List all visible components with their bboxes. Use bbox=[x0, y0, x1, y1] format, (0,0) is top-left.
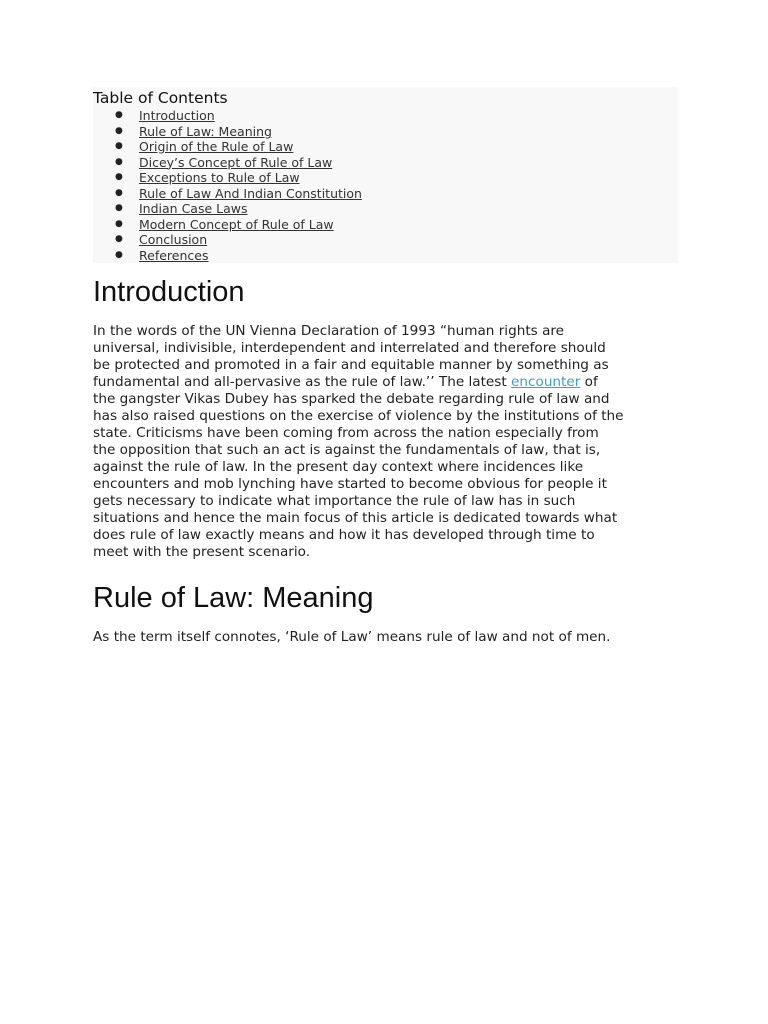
toc-item-constitution bbox=[93, 186, 678, 202]
paragraph-line: state. Criticisms have been coming from across the nation especially from bbox=[93, 425, 599, 441]
bullet-icon: ● bbox=[115, 187, 123, 198]
bullet-icon: ● bbox=[115, 141, 123, 151]
encounter-link[interactable]: encounter bbox=[511, 374, 581, 390]
paragraph-line: the gangster Vikas Dubey has sparked the debate regarding rule of law and bbox=[93, 391, 610, 407]
toc-item-modern bbox=[93, 217, 678, 233]
table-of-contents bbox=[93, 87, 678, 263]
toc-item-case-laws bbox=[93, 201, 678, 217]
toc-link-case-laws[interactable]: Indian Case Laws bbox=[139, 201, 248, 216]
introduction-paragraph bbox=[93, 323, 677, 561]
toc-item-exceptions bbox=[93, 170, 678, 186]
bullet-icon: ● bbox=[115, 218, 123, 229]
toc-title: Table of Contents bbox=[93, 89, 228, 107]
paragraph-line-with-link bbox=[93, 374, 677, 391]
bullet-icon: ● bbox=[115, 249, 123, 260]
paragraph-line: universal, indivisible, interdependent and interrelated and therefore should bbox=[93, 340, 606, 356]
paragraph-text: fundamental and all-pervasive as the rule of law.’’ The latest bbox=[93, 374, 512, 390]
meaning-heading: Rule of Law: Meaning bbox=[93, 582, 374, 614]
bullet-icon: ● bbox=[115, 156, 123, 167]
paragraph-line: meet with the present scenario. bbox=[93, 544, 311, 560]
toc-link-exceptions[interactable]: Exceptions to Rule of Law bbox=[139, 170, 300, 185]
bullet-icon: ● bbox=[115, 125, 123, 136]
introduction-heading: Introduction bbox=[93, 276, 245, 308]
paragraph-line: In the words of the UN Vienna Declaration of 1993 “human rights are bbox=[93, 323, 565, 339]
paragraph-line: does rule of law exactly means and how it has developed through time to bbox=[93, 527, 595, 543]
paragraph-line: be protected and promoted in a fair and equitable manner by something as bbox=[93, 357, 609, 373]
toc-link-constitution[interactable]: Rule of Law And Indian Constitution bbox=[139, 185, 362, 201]
toc-item-dicey bbox=[93, 155, 678, 171]
toc-link-origin[interactable]: Origin of the Rule of Law bbox=[139, 139, 294, 154]
toc-link-modern[interactable]: Modern Concept of Rule of Law bbox=[139, 216, 334, 232]
paragraph-line: the opposition that such an act is against the fundamentals of law, that is, bbox=[93, 442, 601, 458]
toc-link-dicey[interactable]: Dicey’s Concept of Rule of Law bbox=[139, 154, 333, 170]
paragraph-line: encounters and mob lynching have started to become obvious for people it bbox=[93, 476, 607, 492]
toc-link-references[interactable]: References bbox=[139, 247, 209, 263]
paragraph-text: of bbox=[580, 374, 598, 390]
toc-item-meaning bbox=[93, 124, 678, 140]
paragraph-line: has also raised questions on the exercise of violence by the institutions of the bbox=[93, 408, 624, 424]
toc-item-conclusion bbox=[93, 232, 678, 248]
paragraph-line: situations and hence the main focus of this article is dedicated towards what bbox=[93, 510, 618, 526]
paragraph-line: gets necessary to indicate what importance the rule of law has in such bbox=[93, 493, 576, 509]
paragraph-line: against the rule of law. In the present day context where incidences like bbox=[93, 459, 584, 475]
document-page bbox=[93, 87, 677, 646]
toc-list bbox=[93, 108, 678, 263]
bullet-icon: ● bbox=[115, 234, 123, 244]
toc-item-references bbox=[93, 248, 678, 264]
bullet-icon: ● bbox=[115, 172, 123, 182]
bullet-icon: ● bbox=[115, 203, 123, 213]
toc-link-conclusion[interactable]: Conclusion bbox=[139, 232, 208, 247]
toc-link-introduction[interactable]: Introduction bbox=[139, 108, 215, 123]
meaning-paragraph: As the term itself connotes, ‘Rule of Law’ means rule of law and not of men. bbox=[93, 629, 611, 645]
toc-item-origin bbox=[93, 139, 678, 155]
bullet-icon: ● bbox=[115, 110, 123, 120]
toc-link-meaning[interactable]: Rule of Law: Meaning bbox=[139, 123, 272, 139]
toc-item-introduction bbox=[93, 108, 678, 124]
